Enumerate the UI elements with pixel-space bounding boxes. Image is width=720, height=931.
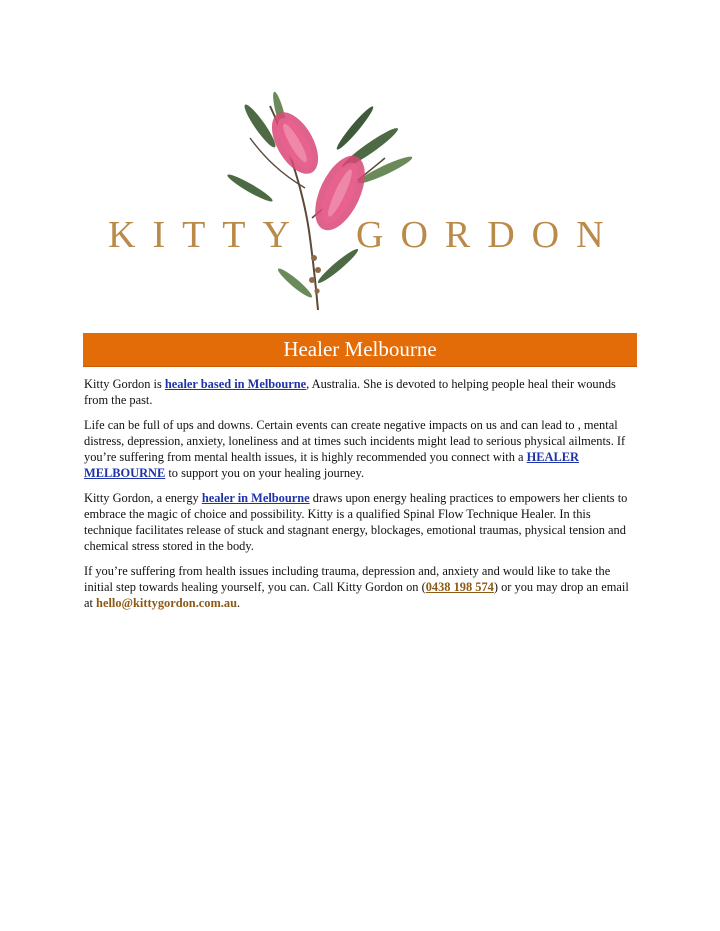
- paragraph-contact: [84, 563, 640, 611]
- paragraph-energy-healing: [84, 490, 640, 554]
- healer-based-in-melbourne-link[interactable]: healer based in Melbourne: [164, 377, 307, 391]
- bottlebrush-flower-icon: [100, 88, 625, 313]
- paragraph-text: .: [237, 596, 241, 610]
- kitty-gordon-logo: [100, 88, 625, 313]
- phone-link[interactable]: 0438 198 574: [425, 580, 494, 594]
- paragraph-mental-health: [84, 417, 640, 481]
- logo-word-gordon: GORDON: [356, 214, 621, 256]
- healer-melbourne-link[interactable]: HEALER MELBOURNE: [84, 450, 579, 480]
- paragraph-text: ) or you may drop an email at: [84, 580, 629, 610]
- logo-word-kitty: KITTY: [108, 214, 307, 256]
- paragraph-text: draws upon energy healing practices to empowers her clients to embrace the magic of choice and possibility. Kitty is a qualified Spinal Flow Technique Healer. In this technique facilitates release of stuck and stagnant energy, blockages, emotional traumas, physical tension and chemical stress stored in the body.: [84, 491, 628, 553]
- healer-in-melbourne-link[interactable]: healer in Melbourne: [201, 491, 310, 505]
- title-banner: [83, 333, 637, 366]
- paragraph-intro: [84, 376, 640, 408]
- paragraph-text: , Australia. She is devoted to helping people heal their wounds from the past.: [84, 377, 616, 407]
- paragraph-text: Life can be full of ups and downs. Certain events can create negative impacts on us and can lead to , mental distress, depression, anxiety, loneliness and at times such incidents might lead to serious physical ailments. If you’re suffering from mental health issues, it is highly recommended you connect with a: [84, 418, 626, 464]
- paragraph-text: Kitty Gordon, a energy: [84, 491, 202, 505]
- paragraph-text: If you’re suffering from health issues including trauma, depression and, anxiety and would like to take the initial step towards healing yourself, you can. Call Kitty Gordon on (: [84, 564, 611, 594]
- email-address[interactable]: hello@kittygordon.com.au: [96, 596, 237, 610]
- page-title: Healer Melbourne: [283, 337, 437, 361]
- paragraph-text: to support you on your healing journey.: [165, 466, 365, 480]
- paragraph-text: Kitty Gordon is: [84, 377, 165, 391]
- article-body: [84, 376, 640, 620]
